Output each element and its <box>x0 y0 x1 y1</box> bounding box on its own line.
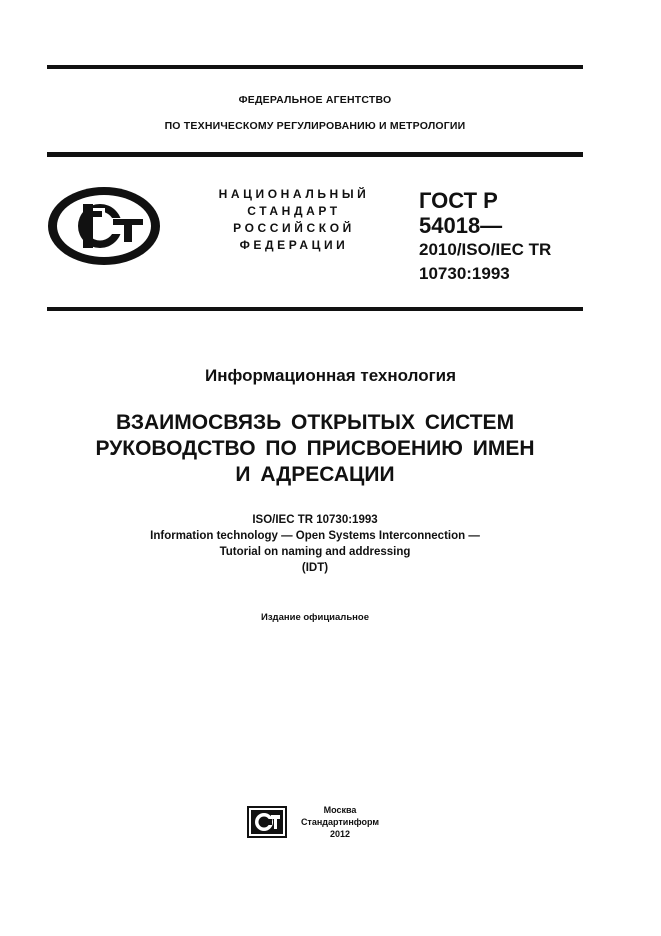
publisher-block <box>290 804 390 840</box>
intl-line-2: Information technology — Open Systems Interconnection — <box>150 530 480 542</box>
publisher-name: Стандартинформ <box>300 817 380 827</box>
standartinform-logo-icon <box>247 806 287 838</box>
intl-line-4: (IDT) <box>301 562 329 574</box>
title-line-3: И АДРЕСАЦИИ <box>235 463 395 486</box>
national-standard-line-1: НАЦИОНАЛЬНЫЙ <box>218 187 370 201</box>
title-line-1: ВЗАИМОСВЯЗЬ ОТКРЫТЫХ СИСТЕМ <box>115 411 515 434</box>
national-standard-label <box>190 186 398 254</box>
document-title <box>47 410 583 488</box>
designation-line-4: 10730:1993 <box>419 264 510 283</box>
agency-rule <box>47 152 583 157</box>
intl-line-1: ISO/IEC TR 10730:1993 <box>252 514 378 526</box>
publisher-year: 2012 <box>329 829 351 839</box>
designation-line-2: 54018— <box>419 213 503 238</box>
title-line-2: РУКОВОДСТВО ПО ПРИСВОЕНИЮ ИМЕН <box>95 437 535 460</box>
international-reference <box>47 512 583 576</box>
standard-designation <box>419 188 551 286</box>
publisher-city: Москва <box>323 805 357 815</box>
national-standard-line-3: РОССИЙСКОЙ <box>233 221 355 235</box>
agency-line-1: ФЕДЕРАЛЬНОЕ АГЕНТСТВО <box>238 94 392 106</box>
edition-label: Издание официальное <box>261 612 369 623</box>
subject-heading: Информационная технология <box>204 366 457 385</box>
agency-line-2: ПО ТЕХНИЧЕСКОМУ РЕГУЛИРОВАНИЮ И МЕТРОЛОГИИ <box>164 120 466 132</box>
header-bottom-rule <box>47 307 583 311</box>
top-rule <box>47 65 583 69</box>
designation-line-1: ГОСТ Р <box>419 188 498 213</box>
designation-line-3: 2010/ISO/IEC TR <box>419 240 552 259</box>
national-standard-line-4: ФЕДЕРАЦИИ <box>239 238 349 252</box>
gost-r-certification-mark-icon <box>45 184 163 268</box>
national-standard-line-2: СТАНДАРТ <box>247 204 341 218</box>
intl-line-3: Tutorial on naming and addressing <box>219 546 411 558</box>
